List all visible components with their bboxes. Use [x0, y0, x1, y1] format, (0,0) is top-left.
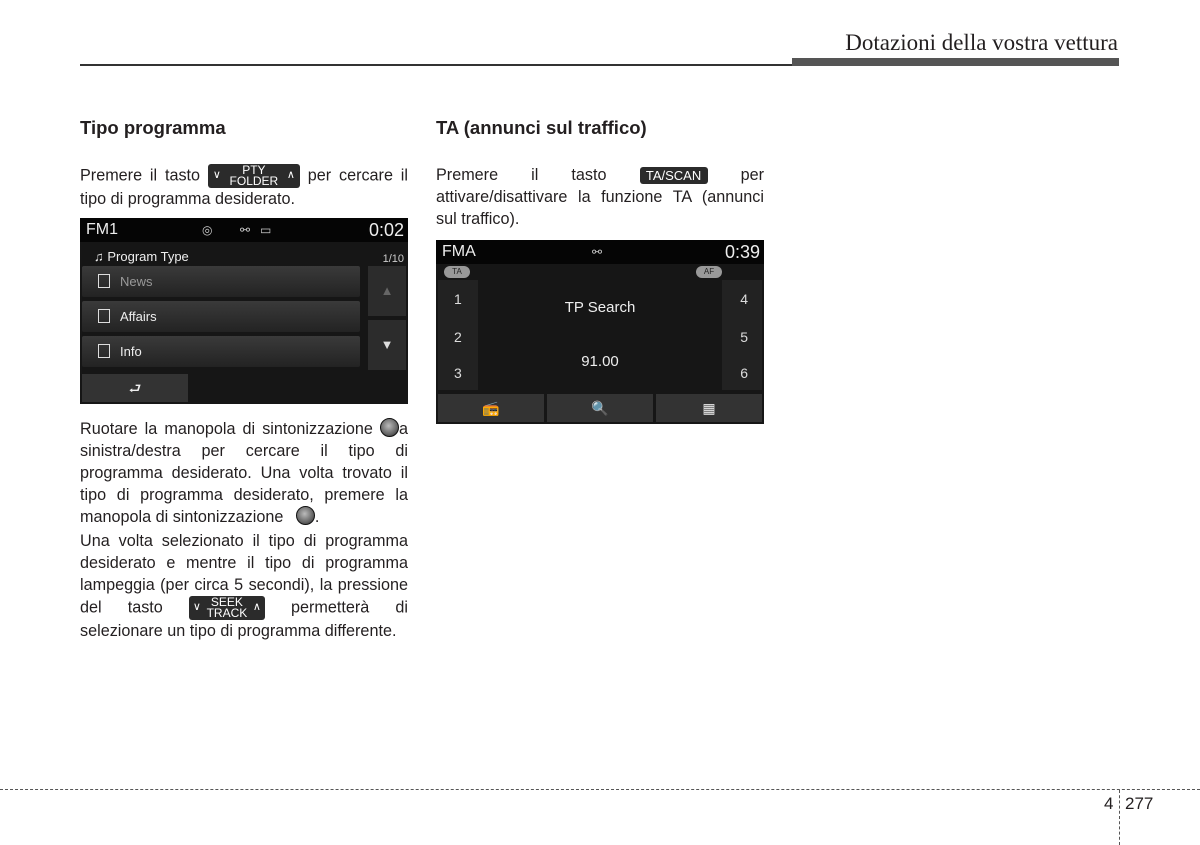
pty-folder-key: [208, 164, 300, 188]
list-item-affairs[interactable]: [82, 301, 360, 332]
back-button[interactable]: [82, 374, 188, 402]
list-item-info[interactable]: [82, 336, 360, 367]
header-rule: [80, 64, 792, 66]
footer-rule: [0, 789, 1200, 790]
page-number: 277: [1125, 794, 1154, 813]
frequency-display: 91.00: [581, 353, 619, 370]
chapter-number: 4: [1104, 794, 1114, 813]
header-rule-bar: [792, 58, 1119, 66]
usb-icon: ⚯: [592, 245, 603, 259]
footer-divider: [1119, 790, 1120, 845]
text: Premere il tasto: [436, 166, 607, 184]
text: a sinistra/destra per cercare il tipo di programma desiderato. Una volta trovato il tipo di programma desiderato, premere la manopola di sintonizzazione: [80, 420, 409, 526]
paragraph-knob: [80, 418, 408, 528]
chevron-down-icon: ∨: [212, 169, 221, 181]
radio-search-icon: 🔍: [591, 400, 609, 416]
tuning-knob-icon: [380, 418, 399, 437]
key-label: FOLDER: [229, 174, 279, 188]
af-indicator: AF: [696, 266, 722, 278]
program-type-screen: [80, 218, 408, 404]
preset-6[interactable]: 6: [740, 365, 748, 381]
left-column: [80, 116, 408, 642]
text: Premere il tasto: [80, 166, 201, 185]
paragraph-pty: [80, 164, 408, 210]
scroll-down-button[interactable]: ▼: [368, 320, 406, 370]
text: Una volta selezionato il tipo di programma desiderato e mentre il tipo di programma lampeggia (per circa 5 secondi), la pressione del tasto: [80, 532, 408, 617]
text: .: [314, 508, 320, 526]
section-heading-ta: TA (annunci sul traffico): [436, 117, 647, 138]
preset-1[interactable]: 1: [454, 291, 462, 307]
document-icon: [98, 274, 110, 288]
ta-indicator: TA: [444, 266, 470, 278]
tp-search-screen: [436, 240, 764, 424]
radio-scan-button[interactable]: [547, 394, 653, 422]
document-icon: [98, 344, 110, 358]
chevron-down-icon: ∨: [192, 601, 201, 613]
radio-button[interactable]: [438, 394, 544, 422]
list-item-label: Affairs: [120, 309, 157, 324]
document-icon: [98, 309, 110, 323]
key-label: SEEK: [210, 595, 243, 609]
music-note-icon: ♫: [94, 249, 104, 264]
preset-2[interactable]: 2: [454, 329, 462, 345]
right-column: [436, 116, 764, 434]
text: Ruotare la manopola di sintonizzazione: [80, 420, 373, 438]
running-header: Dotazioni della vostra vettura: [845, 30, 1118, 55]
aux-icon: ▭: [260, 223, 272, 237]
preset-5[interactable]: 5: [740, 329, 748, 345]
preset-3[interactable]: 3: [454, 365, 462, 381]
menu-button[interactable]: [656, 394, 762, 422]
text: per cercare il tipo di programma desiderato.: [80, 166, 408, 208]
chevron-up-icon: ∧: [286, 169, 295, 181]
ta-scan-key: TA/SCAN: [640, 167, 708, 184]
page-indicator: 1/10: [382, 253, 404, 265]
disc-icon: ◎: [202, 223, 213, 237]
band-label: FM1: [86, 221, 118, 238]
band-label: FMA: [442, 243, 476, 260]
screen-subtitle: Program Type: [107, 249, 189, 264]
key-label: PTY: [242, 163, 266, 177]
list-item-label: Info: [120, 344, 142, 359]
section-heading-tipo-programma: Tipo programma: [80, 117, 226, 138]
screen-status-bar: [80, 218, 408, 242]
screen-status-bar: [436, 240, 764, 264]
text: permetterà di selezionare un tipo di programma differente.: [80, 598, 409, 640]
clock: 0:02: [368, 220, 404, 240]
chevron-up-icon: ∧: [252, 601, 261, 613]
list-item-label: News: [120, 274, 153, 289]
preset-4[interactable]: 4: [740, 291, 748, 307]
radio-icon: 📻: [482, 400, 500, 416]
scroll-up-button[interactable]: ▲: [368, 266, 406, 316]
seek-track-key: [189, 596, 265, 620]
list-item-news[interactable]: [82, 266, 360, 297]
usb-icon: ⚯: [240, 223, 251, 237]
paragraph-ta: [436, 164, 764, 230]
key-label: TRACK: [206, 606, 248, 620]
text: per attivare/disattivare la funzione TA (annunci sul traffico).: [436, 166, 765, 228]
paragraph-seek: [80, 530, 408, 642]
tuning-knob-icon: [296, 506, 315, 525]
grid-icon: ▦: [702, 400, 716, 416]
subtitle-row: [94, 246, 189, 268]
back-arrow-icon: ⮐: [128, 380, 142, 396]
clock: 0:39: [724, 242, 760, 262]
status-text: TP Search: [564, 299, 636, 316]
